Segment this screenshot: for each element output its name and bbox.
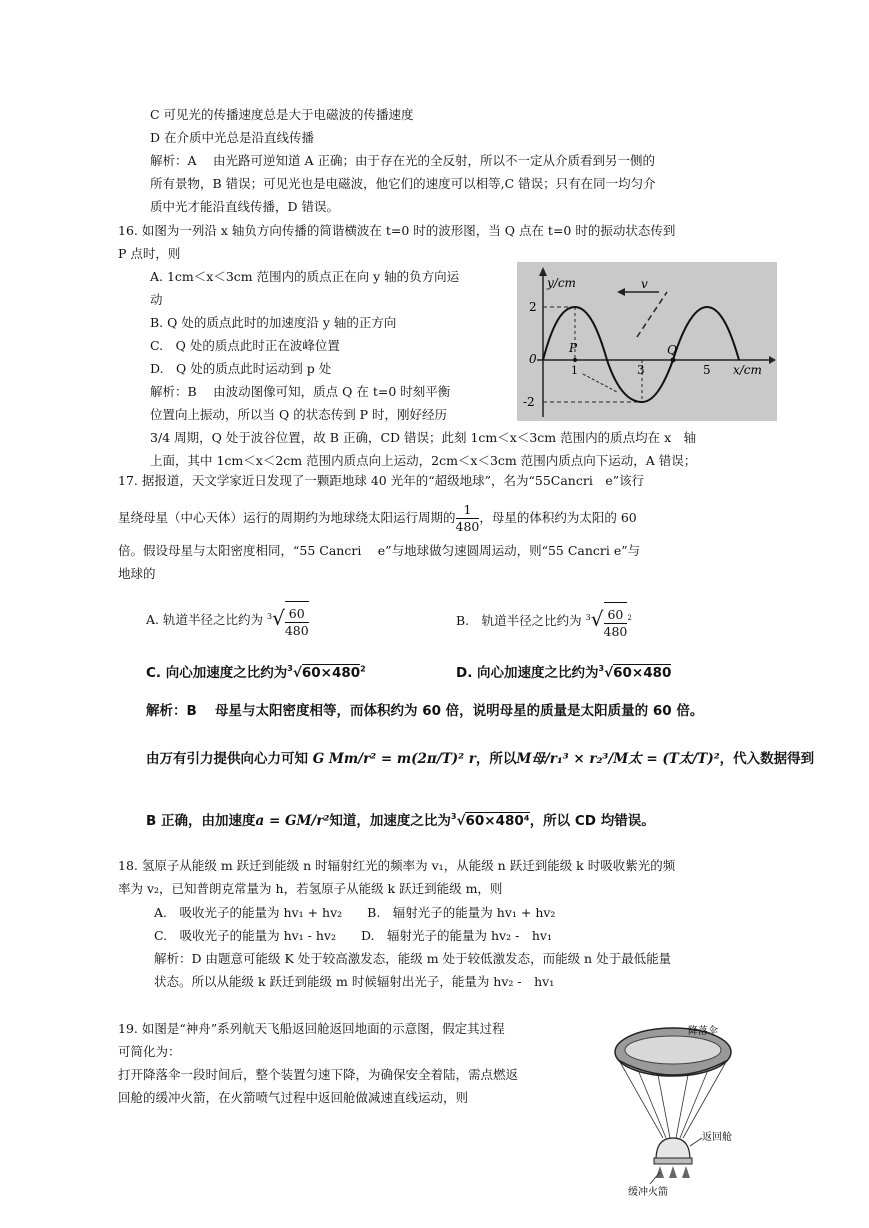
option-d-16: D. Q 处的质点此时运动到 p 处	[150, 361, 332, 376]
parachute-figure	[608, 1020, 738, 1200]
option-c-17: C. 向心加速度之比约为$^3√60\times 480^2$	[146, 664, 366, 681]
question-17-line2-tail: ，母星的体积约为太阳的 60	[479, 510, 637, 525]
radical-d-body: 60×480	[613, 665, 672, 681]
question-17-line2-text: 星绕母星（中心天体）运行的周期约为地球绕太阳运行周期的	[118, 510, 456, 525]
question-17-line2	[118, 500, 637, 536]
question-16-line2: P 点时，则	[118, 246, 181, 261]
y-axis-label: y/cm	[547, 276, 576, 290]
option-b-exponent: 2	[627, 614, 632, 622]
tick-x-5: 5	[703, 363, 711, 377]
radical-body-a	[285, 601, 309, 642]
option-c-16: C. Q 处的质点此时正在波峰位置	[150, 338, 340, 353]
solution-17-line2	[146, 748, 814, 770]
radical-b	[586, 599, 628, 644]
tick-x-1: 1	[571, 364, 578, 377]
solution-15-line3: 质中光才能沿直线传播，D 错误。	[150, 199, 339, 214]
option-a-16: A. 1cm＜x＜3cm 范围内的质点正在向 y 轴的负方向运	[150, 269, 460, 284]
options-cd-18: C. 吸收光子的能量为 hv₁ - hv₂ D. 辐射光子的能量为 hv₂ - hv₁	[154, 928, 552, 943]
option-b-17-text: B. 轨道半径之比约为	[456, 613, 582, 629]
formula-gravity: G Mm/r² = m(2π/T)² r	[312, 751, 476, 767]
point-q-label: Q	[667, 343, 677, 357]
solution-17-line2-tail: ，代入数据得到	[719, 751, 815, 767]
solution-17-line3-mid: 知道，加速度之比为	[329, 813, 451, 829]
question-19-line2: 可简化为：	[118, 1044, 181, 1059]
solution-16-line3: 3/4 周期，Q 处于波谷位置，故 B 正确，CD 错误；此刻 1cm＜x＜3cm 范围内的质点均在 x 轴	[150, 430, 697, 445]
option-c-exponent: 2	[360, 664, 366, 674]
origin-label: 0	[529, 352, 537, 366]
solution-17-line3-text: B 正确，由加速度	[146, 813, 256, 829]
radical-e-index: 3	[450, 812, 457, 821]
options-ab-18: A. 吸收光子的能量为 hv₁ + hv₂ B. 辐射光子的能量为 hv₁ + hv₂	[154, 905, 556, 920]
wave-graph-svg	[517, 262, 777, 421]
solution-16-line2: 位置向上振动，所以当 Q 的状态传到 P 时，刚好经历	[150, 407, 448, 422]
rocket-label: 缓冲火箭	[628, 1187, 668, 1198]
question-17-line4: 地球的	[118, 566, 156, 581]
question-16-line1: 16. 如图为一列沿 x 轴负方向传播的简谐横波在 t=0 时的波形图，当 Q 点在 t=0 时的振动状态传到	[118, 223, 676, 238]
question-17-line3: 倍。假设母星与太阳密度相同，“55 Cancri e”与地球做匀速圆周运动，则“55 Cancri e”与	[118, 543, 641, 558]
solution-18-line2: 状态。所以从能级 k 跃迁到能级 m 时候辐射出光子，能量为 hv₂ - hv₁	[154, 974, 555, 989]
question-19-line1: 19. 如图是“神舟”系列航天飞船返回舱返回地面的示意图，假定其过程	[118, 1021, 505, 1036]
formula-ratio: M母/r₁³ × r₂³/M太 = (T太/T)²	[516, 751, 720, 767]
radical-index-a: 3	[266, 612, 273, 621]
question-19-line3: 打开降落伞一段时间后，整个装置匀速下降，为确保安全着陆，需点燃返	[118, 1067, 519, 1082]
radical-a	[267, 598, 309, 643]
parachute-label: 降落伞	[688, 1026, 718, 1037]
radical-b-den: 480	[603, 624, 628, 640]
option-d-17-text: D. 向心加速度之比约为	[456, 665, 599, 681]
radical-sign-b: √	[590, 607, 604, 632]
fraction-denominator: 480	[455, 519, 480, 534]
question-18-line2: 率为 v₂，已知普朗克常量为 h，若氢原子从能级 k 跃迁到能级 m，则	[118, 881, 503, 896]
radical-a-num: 60	[285, 606, 309, 623]
solution-17-line3: B 正确，由加速度a = GM/r²知道，加速度之比为$^3$√60×480⁴，所以 CD 均错误。	[146, 812, 655, 829]
velocity-label: v	[641, 277, 648, 291]
solution-17-line2-so: ，所以	[475, 751, 517, 767]
solution-15-line2: 所有景物，B 错误；可见光也是电磁波，他它们的速度可以相等,C 错误；只有在同一均匀介	[150, 176, 656, 191]
x-axis-label: x/cm	[733, 363, 762, 377]
period-fraction	[456, 502, 480, 535]
wave-graph	[517, 262, 777, 421]
tick-x-3: 3	[637, 363, 645, 377]
option-a-17-text: A. 轨道半径之比约为	[146, 612, 263, 627]
solution-15-line1: 解析：A 由光路可逆知道 A 正确；由于存在光的全反射，所以不一定从介质看到另一侧的	[150, 153, 655, 168]
solution-16-line4: 上面，其中 1cm＜x＜2cm 范围内质点向上运动，2cm＜x＜3cm 范围内质点向下运动，A 错误；	[150, 453, 697, 468]
fraction-numerator: 1	[456, 502, 480, 519]
option-b-16: B. Q 处的质点此时的加速度沿 y 轴的正方向	[150, 315, 397, 330]
solution-16-line1: 解析：B 由波动图像可知，质点 Q 在 t=0 时刻平衡	[150, 384, 451, 399]
radical-d-index: 3	[598, 664, 605, 673]
option-c-15: C 可见光的传播速度总是大于电磁波的传播速度	[150, 107, 414, 122]
tick-y-2: 2	[529, 300, 537, 314]
radical-e-body: 60×480⁴	[465, 813, 530, 829]
tick-y-neg2: -2	[523, 395, 535, 409]
capsule-label: 返回舱	[702, 1132, 732, 1143]
question-19-line4: 回舱的缓冲火箭，在火箭喷气过程中返回舱做减速直线运动，则	[118, 1090, 469, 1105]
option-d-17: D. 向心加速度之比约为$^3$√60×480	[456, 664, 672, 681]
radical-a-den: 480	[284, 623, 309, 638]
parachute-svg	[608, 1020, 738, 1200]
question-18-line1: 18. 氢原子从能级 m 跃迁到能级 n 时辐射红光的频率为 v₁，从能级 n 跃迁到能级 k 时吸收紫光的频	[118, 858, 676, 873]
solution-18-line1: 解析：D 由题意可能级 K 处于较高激发态，能级 m 处于较低激发态，而能级 n 处于最低能量	[154, 951, 672, 966]
option-c-17-text: C. 向心加速度之比约为	[146, 665, 288, 681]
radical-sign-a: √	[272, 606, 285, 630]
question-17-line1: 17. 据报道，天文学家近日发现了一颗距地球 40 光年的“超级地球”，名为“55Cancri e”该行	[118, 473, 645, 488]
solution-17-line3-tail: ，所以 CD 均错误。	[529, 813, 655, 829]
option-a-16-cont: 动	[150, 292, 163, 307]
option-a-17	[146, 598, 309, 643]
option-b-17	[456, 598, 632, 644]
solution-17-line2-text: 由万有引力提供向心力可知	[146, 751, 308, 767]
radical-c-index: 3	[287, 664, 293, 673]
solution-17-line1: 解析：B 母星与太阳密度相等，而体积约为 60 倍，说明母星的质量是太阳质量的 60 倍。	[146, 703, 704, 719]
option-d-15: D 在介质中光总是沿直线传播	[150, 130, 314, 145]
radical-c-body: 60×480	[301, 665, 361, 681]
radical-body-b	[604, 602, 628, 643]
radical-index-b: 3	[585, 613, 591, 623]
radical-b-num: 60	[604, 607, 628, 624]
point-p-label: P	[569, 341, 578, 355]
formula-acceleration: a = GM/r²	[255, 813, 330, 829]
